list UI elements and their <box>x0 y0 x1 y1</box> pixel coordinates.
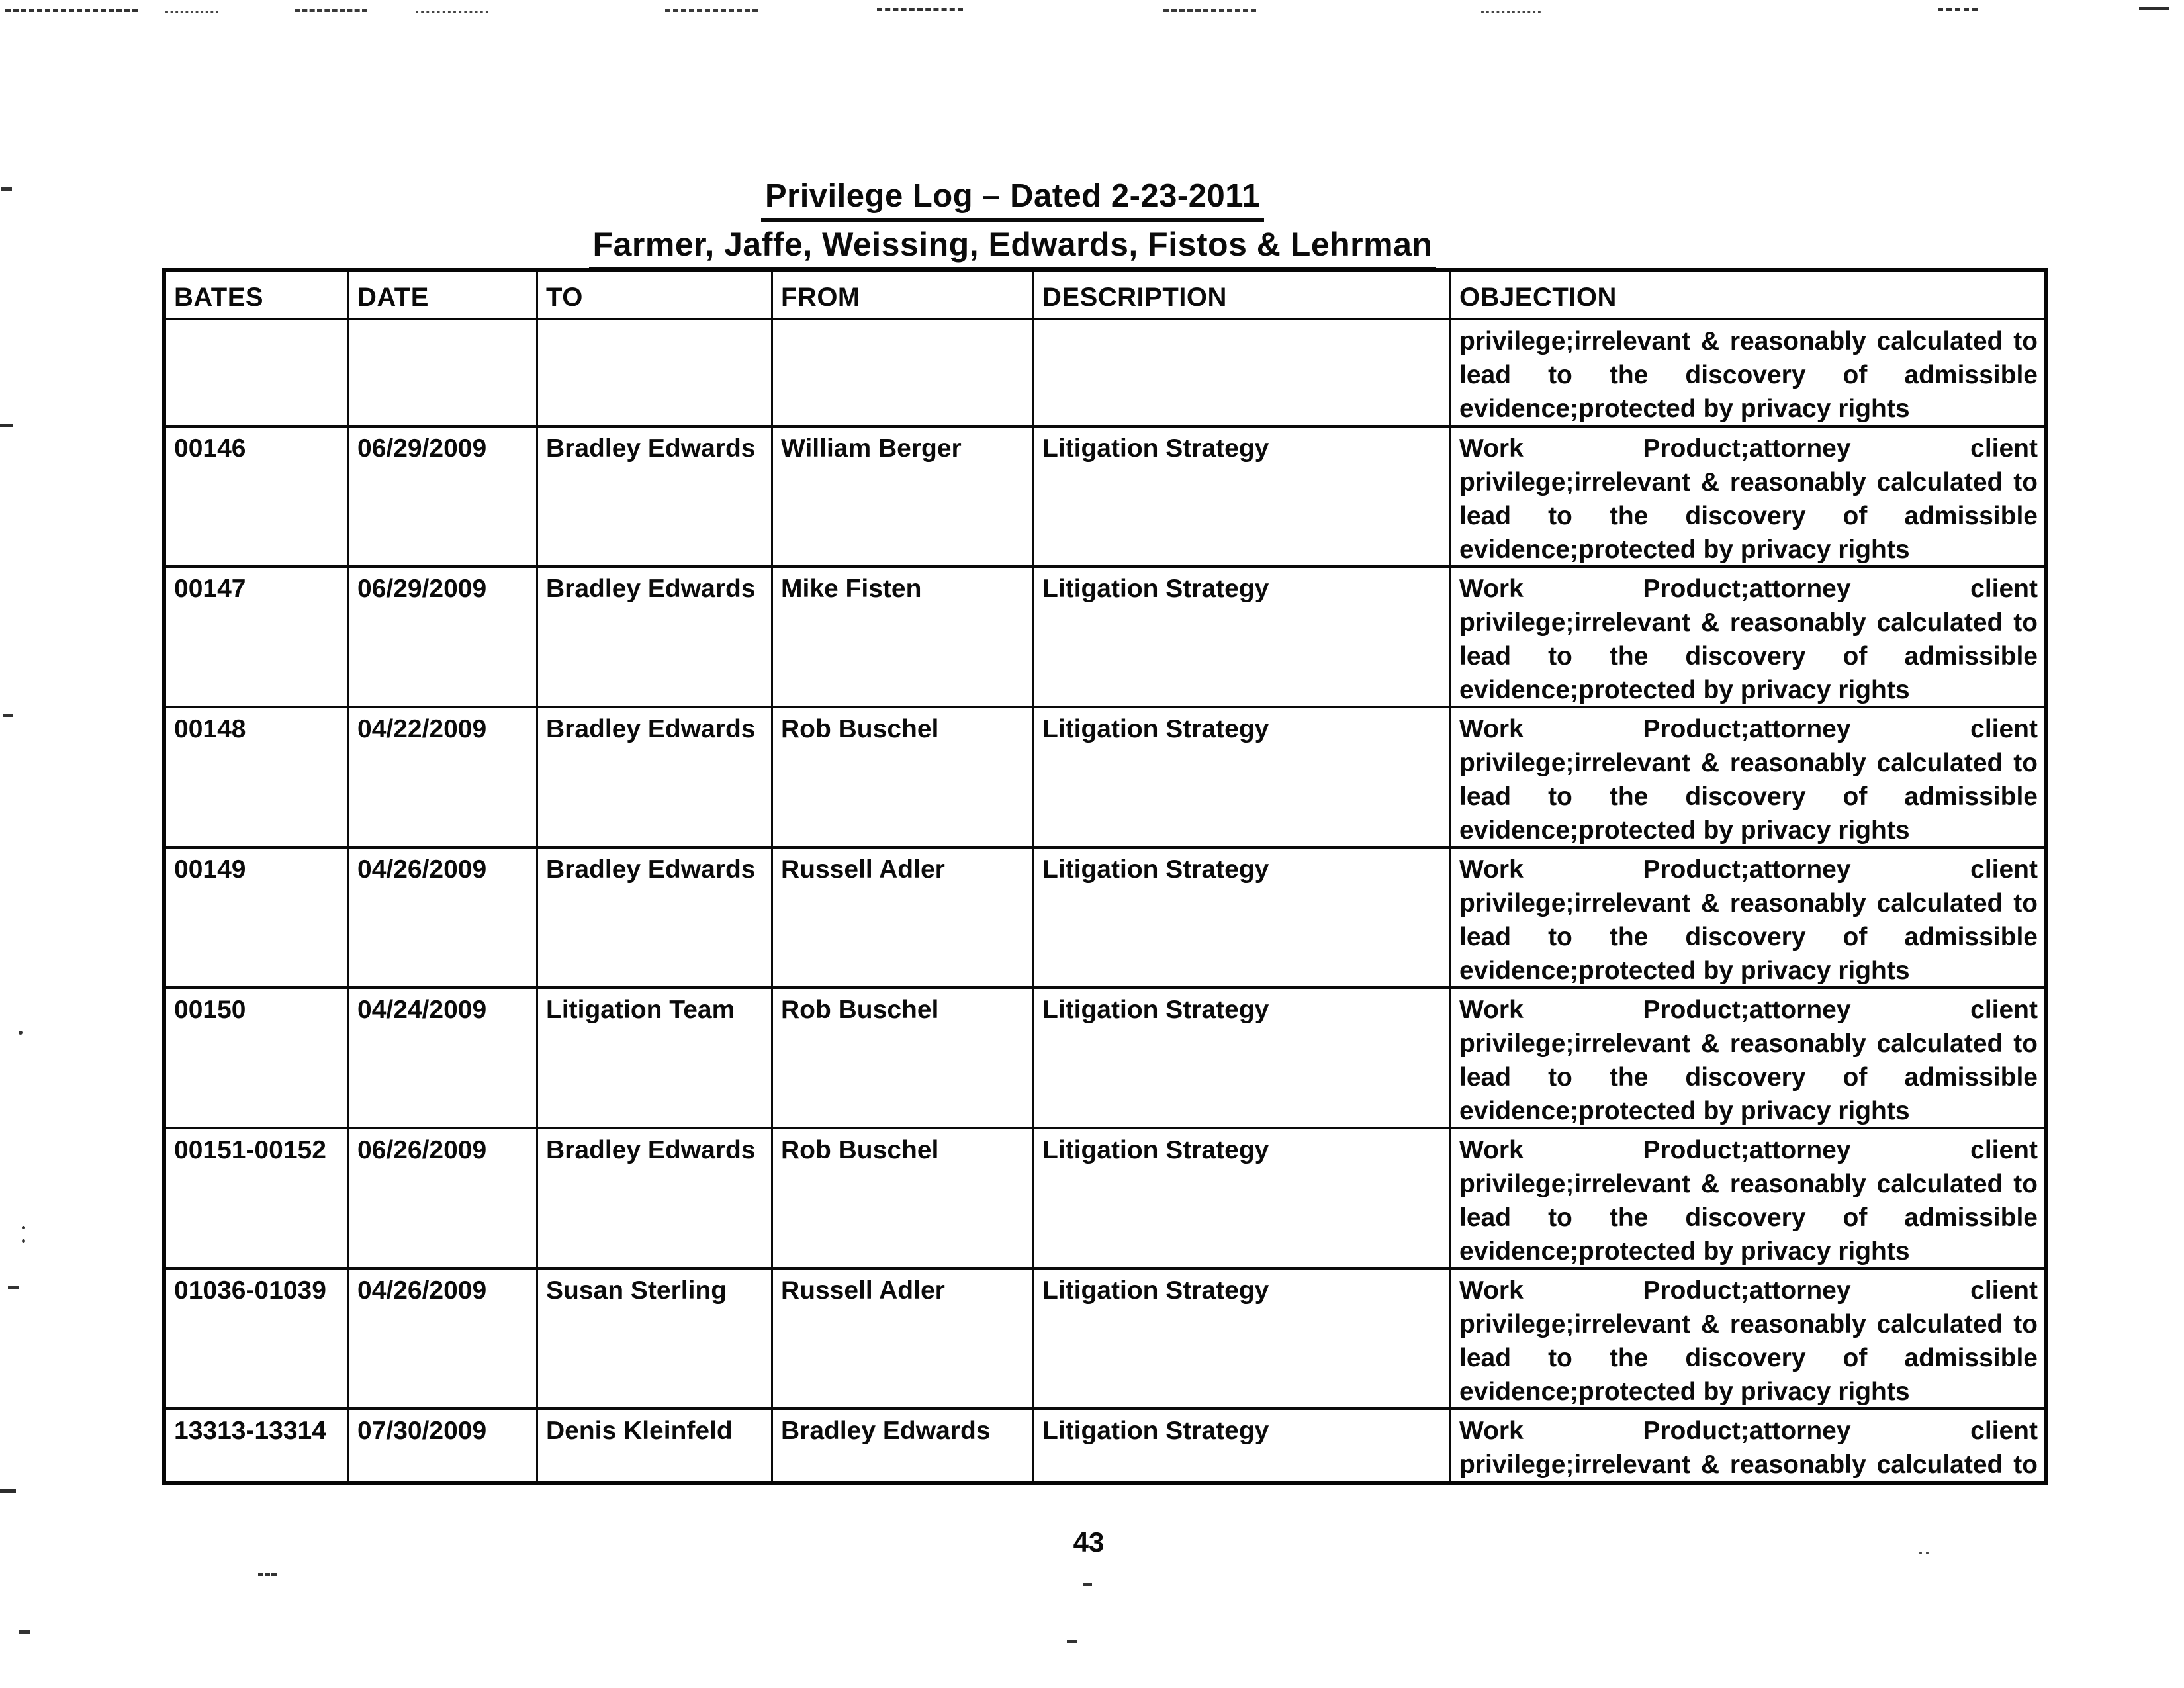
document-subtitle <box>0 225 2025 271</box>
scan-artifact <box>1481 11 1541 13</box>
cell-to: Bradley Edwards <box>536 568 771 706</box>
cell-from: Rob Buschel <box>771 989 1032 1127</box>
cell-bates: 00149 <box>174 855 246 884</box>
document-subtitle-text: Farmer, Jaffe, Weissing, Edwards, Fistos & Lehrman <box>589 225 1437 271</box>
scan-artifact <box>877 8 963 11</box>
table-row <box>166 565 2044 706</box>
cell-description: Litigation Strategy <box>1032 708 1449 846</box>
cell-from <box>771 320 1032 425</box>
scan-artifact <box>0 1489 16 1493</box>
cell-to: Susan Sterling <box>536 1270 771 1407</box>
cell-bates: 00148 <box>174 715 246 743</box>
cell-bates: 00147 <box>174 575 246 603</box>
cell-from: Rob Buschel <box>771 1129 1032 1267</box>
scan-artifact <box>1083 1583 1092 1586</box>
cell-date: 04/22/2009 <box>347 708 536 846</box>
cell-from: Rob Buschel <box>771 708 1032 846</box>
scan-artifact <box>0 424 13 427</box>
cell-objection: privilege;irrelevant & reasonably calculated to lead to the discovery of admissible evidence;protected by privacy rights <box>1449 320 2044 425</box>
cell-date: 06/29/2009 <box>347 428 536 565</box>
cell-from: Bradley Edwards <box>771 1410 1032 1481</box>
cell-date: 07/30/2009 <box>347 1410 536 1481</box>
cell-objection: Work Product;attorney client privilege;irrelevant & reasonably calculated to lead to the discovery of admissible evidence;protected by privacy rights <box>1449 708 2044 846</box>
column-header-to: TO <box>536 272 771 318</box>
cell-objection: Work Product;attorney client privilege;irrelevant & reasonably calculated to lead to the discovery of admissible evidence;protected by privacy rights <box>1449 1129 2044 1267</box>
scan-artifact <box>665 9 758 12</box>
scan-artifact <box>1919 1552 1929 1554</box>
scan-artifact <box>22 1226 25 1229</box>
table-row <box>166 706 2044 846</box>
cell-date: 04/26/2009 <box>347 1270 536 1407</box>
cell-date: 06/29/2009 <box>347 568 536 706</box>
cell-description: Litigation Strategy <box>1032 989 1449 1127</box>
cell-to <box>536 320 771 425</box>
column-header-objection: OBJECTION <box>1449 272 2044 318</box>
scan-artifact <box>258 1573 277 1576</box>
table-row <box>166 1127 2044 1267</box>
table-row <box>166 1407 2044 1481</box>
table-row <box>166 1267 2044 1407</box>
cell-description: Litigation Strategy <box>1032 1129 1449 1267</box>
cell-objection: Work Product;attorney client privilege;irrelevant & reasonably calculated to <box>1449 1410 2044 1481</box>
document-title <box>0 177 2025 222</box>
column-header-from: FROM <box>771 272 1032 318</box>
cell-description: Litigation Strategy <box>1032 428 1449 565</box>
cell-to: Bradley Edwards <box>536 428 771 565</box>
scan-artifact <box>19 1031 23 1035</box>
table-row <box>166 986 2044 1127</box>
cell-date <box>347 320 536 425</box>
cell-objection: Work Product;attorney client privilege;irrelevant & reasonably calculated to lead to the discovery of admissible evidence;protected by privacy rights <box>1449 568 2044 706</box>
cell-to: Bradley Edwards <box>536 849 771 986</box>
cell-bates: 00151-00152 <box>174 1136 326 1164</box>
cell-from: William Berger <box>771 428 1032 565</box>
scan-artifact <box>8 1286 19 1289</box>
cell-bates: 13313-13314 <box>174 1417 326 1445</box>
scan-artifact <box>5 9 138 12</box>
cell-description: Litigation Strategy <box>1032 1410 1449 1481</box>
cell-bates: 01036-01039 <box>174 1276 326 1305</box>
cell-description: Litigation Strategy <box>1032 849 1449 986</box>
scan-artifact <box>1938 8 1978 11</box>
scan-artifact <box>295 9 367 12</box>
column-header-description: DESCRIPTION <box>1032 272 1449 318</box>
cell-from: Russell Adler <box>771 1270 1032 1407</box>
scan-artifact <box>2139 7 2169 10</box>
cell-to: Bradley Edwards <box>536 708 771 846</box>
table-row <box>166 320 2044 425</box>
scan-artifact <box>1067 1640 1077 1643</box>
cell-to: Denis Kleinfeld <box>536 1410 771 1481</box>
cell-description <box>1032 320 1449 425</box>
table-row <box>166 425 2044 565</box>
cell-date: 06/26/2009 <box>347 1129 536 1267</box>
cell-description: Litigation Strategy <box>1032 1270 1449 1407</box>
scan-artifact <box>416 11 488 13</box>
cell-bates: 00146 <box>174 434 246 463</box>
cell-date: 04/26/2009 <box>347 849 536 986</box>
table-header-row <box>166 272 2044 320</box>
column-header-bates: BATES <box>174 283 264 312</box>
cell-date: 04/24/2009 <box>347 989 536 1127</box>
table-row <box>166 846 2044 986</box>
scan-artifact <box>1163 9 1256 12</box>
cell-to: Bradley Edwards <box>536 1129 771 1267</box>
privilege-log-table <box>162 268 2048 1485</box>
scan-artifact <box>22 1239 25 1243</box>
cell-description: Litigation Strategy <box>1032 568 1449 706</box>
document-title-text: Privilege Log – Dated 2-23-2011 <box>761 177 1264 222</box>
scan-artifact <box>165 11 218 13</box>
page-number: 43 <box>1073 1526 1105 1558</box>
cell-from: Russell Adler <box>771 849 1032 986</box>
cell-objection: Work Product;attorney client privilege;irrelevant & reasonably calculated to lead to the discovery of admissible evidence;protected by privacy rights <box>1449 428 2044 565</box>
scan-artifact <box>3 714 13 717</box>
column-header-date: DATE <box>347 272 536 318</box>
cell-objection: Work Product;attorney client privilege;irrelevant & reasonably calculated to lead to the discovery of admissible evidence;protected by privacy rights <box>1449 1270 2044 1407</box>
cell-bates <box>166 320 347 425</box>
scan-artifact <box>19 1630 30 1634</box>
cell-objection: Work Product;attorney client privilege;irrelevant & reasonably calculated to lead to the discovery of admissible evidence;protected by privacy rights <box>1449 849 2044 986</box>
cell-from: Mike Fisten <box>771 568 1032 706</box>
cell-objection: Work Product;attorney client privilege;irrelevant & reasonably calculated to lead to the discovery of admissible evidence;protected by privacy rights <box>1449 989 2044 1127</box>
cell-bates: 00150 <box>174 996 246 1024</box>
cell-to: Litigation Team <box>536 989 771 1127</box>
